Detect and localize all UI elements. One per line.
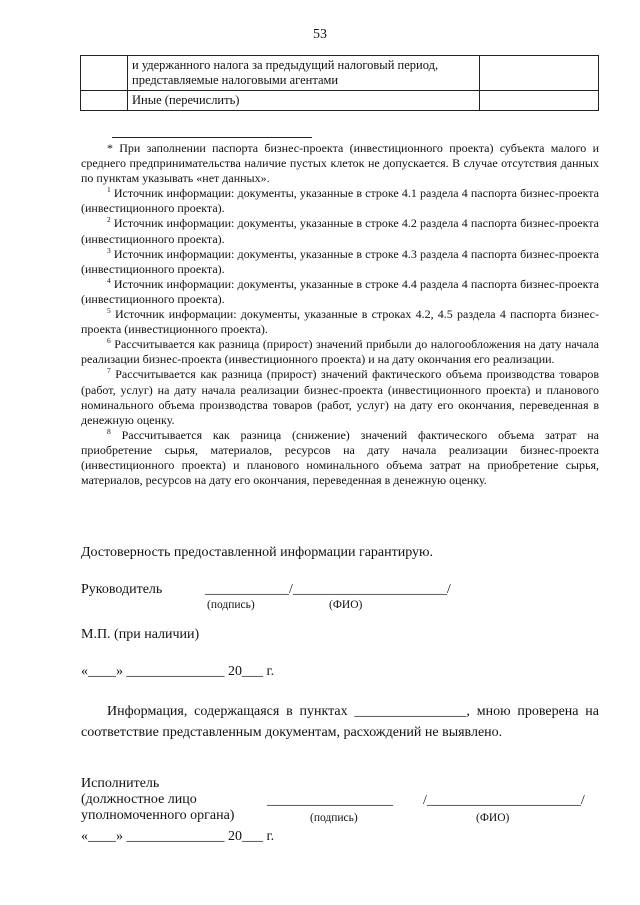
table-cell-text: Иные (перечислить)	[128, 91, 480, 111]
footnote	[81, 141, 599, 186]
footnote-text: Источник информации: документы, указанные в строках 4.2, 4.5 раздела 4 паспорта бизнес-проекта (инвестиционного проекта).	[81, 307, 600, 337]
footnote-mark: 4	[107, 275, 111, 285]
footnote-mark: 2	[107, 215, 111, 225]
table-row	[81, 91, 599, 111]
executor-organ: уполномоченного органа)	[81, 808, 235, 823]
footnote-text: Рассчитывается как разница (прирост) значений прибыли до налогообложения на дату начала реализации бизнес-проекта (инвестиционного проекта) и на дату окончания его реализации.	[81, 337, 599, 367]
footnote-separator	[112, 137, 312, 138]
table-cell-empty	[81, 56, 128, 91]
footnote-text: Источник информации: документы, указанные в строке 4.2 раздела 4 паспорта бизнес-проекта (инвестиционного проекта).	[81, 216, 599, 246]
footnote	[81, 367, 599, 427]
executor-fio-line: /______________________/	[423, 793, 585, 808]
footnote-mark: 6	[107, 336, 111, 346]
footnote	[81, 337, 599, 367]
executor-title: Исполнитель	[81, 776, 160, 791]
table-cell-empty	[480, 56, 599, 91]
table-cell-text: и удержанного налога за предыдущий налоговый период, представляемые налоговыми агентами	[128, 56, 480, 91]
verification-statement	[81, 701, 599, 743]
head-signature-line: ____________/______________________/	[205, 582, 451, 597]
table-cell-empty	[81, 91, 128, 111]
page-number: 53	[313, 27, 327, 42]
executor-caption-fio: (ФИО)	[476, 812, 510, 824]
footnote-text: Рассчитывается как разница (снижение) значений фактического объема затрат на приобретение сырья, материалов, ресурсов на дату начала реализации бизнес-проекта (инвестиционного проекта) и планового номинального объема затрат на приобретение сырья, материалов, ресурсов на дату его окончания, переведенная в денежную оценку.	[81, 427, 600, 488]
caption-fio: (ФИО)	[329, 599, 363, 611]
footnote	[81, 247, 599, 277]
verification-text: Информация, содержащаяся в пунктах ________________, мною проверена на соответствие представленным документам, расхождений не выявлено.	[81, 704, 599, 740]
footnotes	[81, 141, 599, 488]
footnote-mark: 7	[107, 366, 111, 376]
footnote-mark: 1	[107, 185, 111, 195]
footnote	[81, 307, 599, 337]
caption-signature: (подпись)	[207, 599, 255, 611]
table-cell-empty	[480, 91, 599, 111]
guarantee-statement: Достоверность предоставленной информации гарантирую.	[81, 545, 434, 560]
table-row	[81, 56, 599, 91]
footnote-mark: 3	[107, 245, 111, 255]
footnote-text: Рассчитывается как разница (прирост) значений фактического объема производства товаров (работ, услуг) на дату начала реализации бизнес-проекта (инвестиционного проекта) и планового номинального объема производства товаров (работ, услуг) на дату его окончания, переведенная в денежную оценку.	[81, 367, 599, 427]
executor-position: (должностное лицо	[81, 792, 197, 807]
footnote-mark: 8	[107, 426, 111, 436]
footnote-text: * При заполнении паспорта бизнес-проекта (инвестиционного проекта) субъекта малого и среднего предпринимательства наличие пустых клеток не допускается. В случае отсутствия данных по пунктам указывать «нет данных».	[81, 141, 599, 186]
executor-caption-signature: (подпись)	[310, 812, 358, 824]
stamp-label: М.П. (при наличии)	[81, 627, 200, 642]
executor-date-line: «____» ______________ 20___ г.	[81, 829, 275, 844]
footnote	[81, 216, 599, 246]
footnote	[81, 277, 599, 307]
footnote-text: Источник информации: документы, указанные в строке 4.1 раздела 4 паспорта бизнес-проекта (инвестиционного проекта).	[81, 186, 599, 216]
footnote-text: Источник информации: документы, указанные в строке 4.4 раздела 4 паспорта бизнес-проекта (инвестиционного проекта).	[81, 276, 599, 306]
date-line: «____» ______________ 20___ г.	[81, 664, 275, 679]
footnote-text: Источник информации: документы, указанные в строке 4.3 раздела 4 паспорта бизнес-проекта (инвестиционного проекта).	[81, 246, 599, 276]
head-label: Руководитель	[81, 582, 163, 597]
footnote-mark: 5	[107, 306, 111, 316]
footnote	[81, 428, 599, 488]
footnote	[81, 186, 599, 216]
data-table	[80, 55, 599, 111]
executor-signature-line: __________________	[267, 793, 393, 808]
